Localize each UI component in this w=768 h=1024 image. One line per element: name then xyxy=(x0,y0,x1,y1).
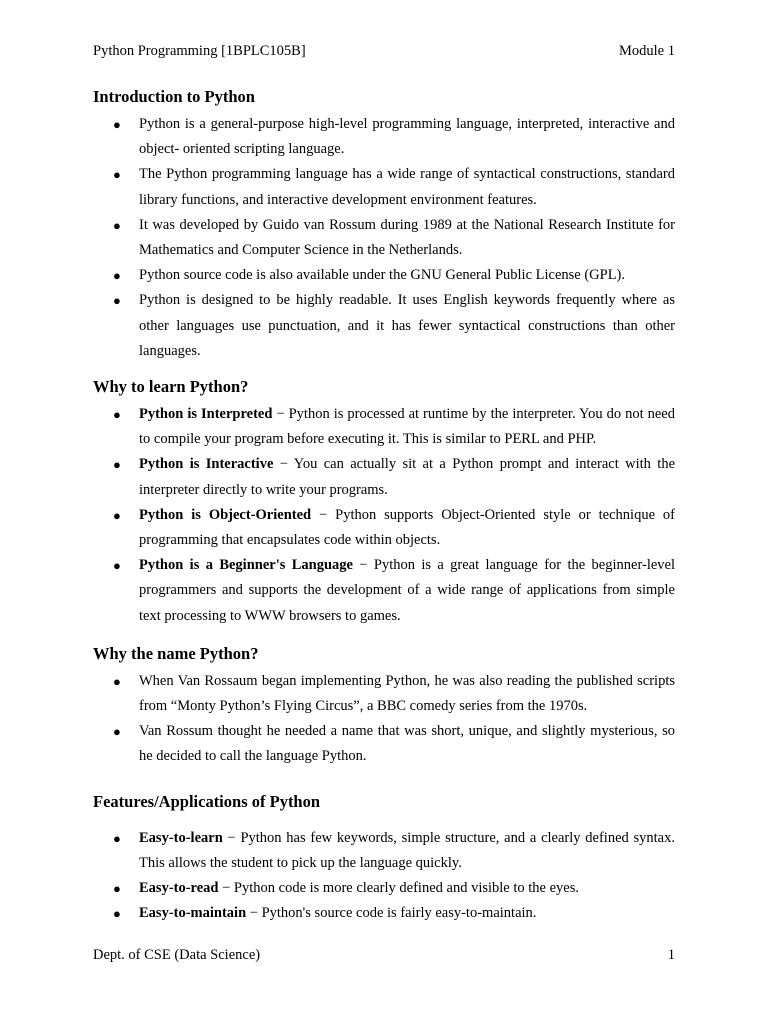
item-text: Python is designed to be highly readable. It uses English keywords frequently where as other languages use punctuation, and it has fewer syntactical constructions than other languages. xyxy=(139,292,675,359)
introduction-list xyxy=(93,112,675,364)
item-text: − Python supports Object-Oriented style or technique of programming that encapsulates code within objects. xyxy=(139,506,675,549)
bullet-icon: ● xyxy=(113,881,121,897)
bullet-icon: ● xyxy=(113,268,121,284)
item-term: Python is Interactive xyxy=(139,456,274,473)
item-term: Easy-to-learn xyxy=(139,829,223,846)
item-text: Python is a general-purpose high-level programming language, interpreted, interactive and object- oriented scripting language. xyxy=(139,116,675,158)
item-text: − You can actually sit at a Python prompt and interact with the interpreter directly to write your programs. xyxy=(139,456,675,498)
module-label: Module 1 xyxy=(619,43,675,59)
item-text: − Python is a great language for the beginner-level programmers and supports the development of a wide range of applications from simple text processing to WWW browsers to games. xyxy=(139,557,675,624)
list-item xyxy=(93,901,675,926)
item-text: − Python is processed at runtime by the interpreter. You do not need to compile your program before executing it. This is similar to PERL and PHP. xyxy=(139,406,675,448)
list-item xyxy=(93,112,675,162)
item-text: Python source code is also available under the GNU General Public License (GPL). xyxy=(139,267,626,284)
list-item xyxy=(93,669,675,719)
item-text: It was developed by Guido van Rossum during 1989 at the National Research Institute for Mathematics and Computer Science in the Netherlands. xyxy=(139,216,675,259)
list-item xyxy=(93,263,675,288)
bullet-icon: ● xyxy=(113,167,121,183)
section-heading-why-name: Why the name Python? xyxy=(93,643,259,663)
bullet-icon: ● xyxy=(113,724,121,740)
why-learn-list xyxy=(93,402,675,629)
bullet-icon: ● xyxy=(113,906,121,922)
section-heading-why-learn: Why to learn Python? xyxy=(93,377,249,397)
bullet-icon: ● xyxy=(113,407,121,423)
section-heading-features: Features/Applications of Python xyxy=(93,791,321,811)
bullet-icon: ● xyxy=(113,217,121,233)
item-text: − Python code is more clearly defined and visible to the eyes. xyxy=(218,880,579,897)
list-item xyxy=(93,503,675,553)
list-item xyxy=(93,826,675,876)
list-item xyxy=(93,553,675,629)
list-item xyxy=(93,876,675,901)
features-list xyxy=(93,826,675,927)
bullet-icon: ● xyxy=(113,830,121,846)
item-text: Van Rossum thought he needed a name that was short, unique, and slightly mysterious, so he decided to call the language Python. xyxy=(139,723,675,765)
item-term: Python is Interpreted xyxy=(139,406,273,423)
page-footer xyxy=(93,946,675,964)
list-item xyxy=(93,402,675,452)
page-content xyxy=(93,86,675,926)
bullet-icon: ● xyxy=(113,457,121,473)
item-text: − Python has few keywords, simple structure, and a clearly defined syntax. This allows the student to pick up the language quickly. xyxy=(139,829,675,871)
item-text: When Van Rossaum began implementing Python, he was also reading the published scripts from “Monty Python’s Flying Circus”, a BBC comedy series from the 1970s. xyxy=(139,672,675,715)
list-item xyxy=(93,213,675,263)
section-heading-introduction: Introduction to Python xyxy=(93,87,255,106)
item-term: Python is a Beginner's Language xyxy=(139,557,353,574)
item-text: − Python's source code is fairly easy-to-maintain. xyxy=(246,905,537,922)
bullet-icon: ● xyxy=(113,558,121,574)
page-number: 1 xyxy=(667,947,675,963)
item-term: Easy-to-maintain xyxy=(139,905,247,922)
course-title: Python Programming [1BPLC105B] xyxy=(93,43,306,59)
bullet-icon: ● xyxy=(113,293,121,309)
department-label: Dept. of CSE (Data Science) xyxy=(93,947,261,963)
list-item xyxy=(93,719,675,769)
item-term: Easy-to-read xyxy=(139,880,219,897)
bullet-icon: ● xyxy=(113,673,121,689)
list-item xyxy=(93,162,675,212)
page-header xyxy=(93,42,675,60)
bullet-icon: ● xyxy=(113,117,121,132)
why-name-list xyxy=(93,669,675,770)
bullet-icon: ● xyxy=(113,507,121,523)
item-text: The Python programming language has a wide range of syntactical constructions, standard library functions, and interactive development environment features. xyxy=(139,166,675,208)
list-item xyxy=(93,288,675,364)
item-term: Python is Object-Oriented xyxy=(139,506,312,523)
list-item xyxy=(93,452,675,502)
